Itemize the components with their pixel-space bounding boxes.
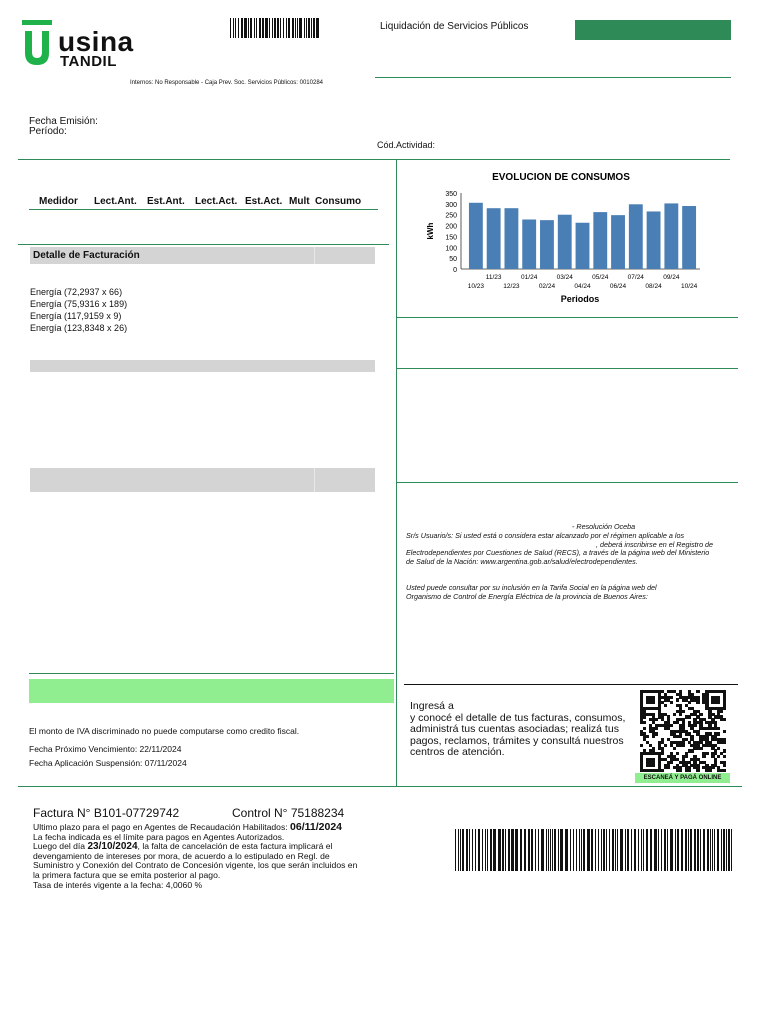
barcode-bar [292, 18, 294, 38]
social-tariff-notice: Usted puede consultar por su inclusión en la Tarifa Social en la página web del Organismo de Control de Energía Eléctrica de la provincia de Buenos Aires: [406, 583, 657, 601]
qr-module [676, 752, 679, 755]
barcode-bar [598, 829, 599, 871]
barcode-bar [304, 18, 305, 38]
qr-module [682, 744, 685, 747]
barcode-bar [714, 829, 715, 871]
barcode-bar [646, 829, 648, 871]
qr-module [693, 724, 696, 727]
qr-module [679, 769, 682, 772]
barcode-bar [615, 829, 616, 871]
barcode-bar [731, 829, 732, 871]
qr-module [690, 749, 693, 752]
chart-bar [522, 219, 536, 269]
barcode-bar [723, 829, 725, 871]
billing-line: Energía (72,2937 x 66) [30, 287, 123, 297]
barcode-bar [313, 18, 315, 38]
control-number: Control N° 75188234 [232, 806, 345, 820]
barcode-bar [710, 829, 711, 871]
qr-module [670, 761, 673, 764]
barcode-bar [612, 829, 614, 871]
payment-qr-icon[interactable] [640, 690, 726, 772]
chart-x-tick-label: 09/24 [663, 274, 680, 281]
chart-x-tick-label: 05/24 [592, 274, 609, 281]
chart-x-tick-label: 12/23 [503, 283, 520, 290]
chart-bar [611, 215, 625, 269]
header-green-box [575, 20, 731, 40]
barcode-bar [259, 18, 261, 38]
barcode-bar [265, 18, 268, 38]
qr-module [711, 766, 714, 769]
barcode-bar [664, 829, 666, 871]
tax-status-line: Internos: No Responsable - Caja Prev. Soc. Servicios Públicos: 0010284 [130, 80, 323, 86]
barcode-bar [570, 829, 571, 871]
qr-module [717, 732, 720, 735]
col-lect-act: Lect.Act. [195, 196, 238, 207]
amount-due-band [29, 679, 394, 703]
barcode-bar [721, 829, 722, 871]
qr-module [696, 769, 699, 772]
barcode-bar [552, 829, 553, 871]
col-consumo: Consumo [315, 196, 362, 207]
qr-module [717, 701, 720, 704]
barcode-bar [306, 18, 307, 38]
chart-xlabel: Periodos [560, 294, 600, 304]
barcode-bar [579, 829, 580, 871]
barcode-bar [654, 829, 657, 871]
qr-module [646, 735, 649, 738]
resolution-note: - Resolución Oceba [572, 522, 636, 531]
barcode-bar [502, 829, 504, 871]
qr-module [723, 749, 726, 752]
barcode-bar [535, 829, 536, 871]
barcode-bar [631, 829, 632, 871]
chart-x-tick-label: 03/24 [556, 274, 573, 281]
barcode-bar [700, 829, 701, 871]
brand-city: TANDIL [60, 53, 117, 70]
barcode-bar [235, 18, 236, 38]
after-date: 23/10/2024 [87, 841, 138, 853]
chart-y-tick-label: 250 [445, 212, 457, 220]
qr-module [673, 747, 676, 750]
iva-disclaimer: El monto de IVA discriminado no puede computarse como credito fiscal. [29, 726, 300, 736]
barcode-bar [460, 829, 461, 871]
qr-module [723, 730, 726, 733]
barcode-bar [583, 829, 585, 871]
barcode-bar [560, 829, 563, 871]
barcode-bar [482, 829, 483, 871]
barcode-bar [244, 18, 247, 38]
cod-actividad-label: Cód.Actividad: [377, 140, 436, 150]
barcode-bar [703, 829, 705, 871]
barcode-bar [508, 829, 510, 871]
barcode-bar [576, 829, 577, 871]
barcode-bar [493, 829, 496, 871]
barcode-bar [455, 829, 456, 871]
qr-module [667, 766, 670, 769]
chart-x-tick-label: 01/24 [521, 274, 538, 281]
qr-module [723, 755, 726, 758]
barcode-bar [661, 829, 662, 871]
barcode-bar [554, 829, 556, 871]
barcode-bar [520, 829, 522, 871]
barcode-bar [277, 18, 279, 38]
chart-bar [558, 215, 572, 269]
qr-module [699, 747, 702, 750]
barcode-bar [511, 829, 514, 871]
subtotal-band [30, 360, 375, 372]
chart-y-tick-label: 300 [445, 201, 457, 209]
chart-y-tick-label: 100 [445, 245, 457, 253]
qr-module [717, 755, 720, 758]
billing-section-title: Detalle de Facturación [33, 250, 140, 261]
invoice-number: Factura N° B101-07729742 [33, 806, 180, 820]
barcode-bar [254, 18, 255, 38]
chart-x-tick-label: 11/23 [485, 274, 502, 281]
barcode-bar [487, 829, 488, 871]
barcode-bar [316, 18, 319, 38]
qr-module [661, 769, 664, 772]
qr-module [723, 769, 726, 772]
qr-module [682, 710, 685, 713]
col-est-act: Est.Act. [245, 196, 283, 207]
barcode-bar [248, 18, 249, 38]
barcode-bar [250, 18, 252, 38]
barcode-bar [667, 829, 668, 871]
chart-y-tick-label: 150 [445, 234, 457, 242]
barcode-bar [548, 829, 549, 871]
barcode-bar [469, 829, 470, 871]
barcode-bar [690, 829, 692, 871]
col-mult: Mult [289, 196, 310, 207]
barcode-bar [634, 829, 636, 871]
barcode-bar [295, 18, 296, 38]
barcode-bar [524, 829, 526, 871]
barcode-bar [565, 829, 568, 871]
qr-module [652, 701, 655, 704]
barcode-bar [717, 829, 719, 871]
top-barcode-icon [230, 18, 322, 38]
barcode-bar [274, 18, 276, 38]
chart-x-tick-label: 02/24 [538, 283, 556, 290]
qr-module [673, 713, 676, 716]
qr-module [643, 727, 646, 730]
billing-lines [30, 286, 127, 334]
qr-module [708, 769, 711, 772]
barcode-bar [288, 18, 290, 38]
fecha-emision-label: Fecha Emisión: [29, 116, 98, 127]
periodo-label: Período: [29, 126, 67, 137]
qr-module [676, 698, 679, 701]
barcode-bar [595, 829, 596, 871]
qr-module [643, 715, 646, 718]
barcode-bar [609, 829, 610, 871]
barcode-bar [299, 18, 302, 38]
barcode-bar [505, 829, 506, 871]
barcode-bar [541, 829, 544, 871]
electrodependent-notice: Sr/s Usuario/s: Si usted está o considera estar alcanzado por el régimen aplicable a los , deberá inscribirse en el Registro de Electrodependientes por Cuestiones de Salud (RECS), a través de la página web del Ministerio de Salud de la Nación: www.argentina.gob.ar/salud/electrodependientes. [406, 531, 714, 566]
barcode-bar [573, 829, 574, 871]
chart-y-tick-label: 0 [453, 267, 457, 274]
barcode-bar [475, 829, 476, 871]
total-band [30, 468, 375, 492]
brand-name: usina [58, 26, 134, 57]
qr-module [643, 721, 646, 724]
qr-module [652, 735, 655, 738]
chart-bar [469, 203, 483, 269]
qr-module [670, 701, 673, 704]
col-est-ant: Est.Ant. [147, 196, 185, 207]
chart-bar [576, 223, 590, 269]
barcode-bar [280, 18, 281, 38]
qr-module [679, 713, 682, 716]
barcode-bar [485, 829, 486, 871]
barcode-bar [458, 829, 459, 871]
qr-module [670, 724, 673, 727]
barcode-bar [262, 18, 264, 38]
barcode-bar [531, 829, 533, 871]
barcode-bar [238, 18, 239, 38]
barcode-bar [272, 18, 273, 38]
chart-ylabel: kWh [426, 222, 435, 240]
chart-y-tick-label: 200 [445, 223, 457, 231]
barcode-bar [587, 829, 590, 871]
barcode-bar [601, 829, 602, 871]
chart-bar [504, 208, 518, 269]
barcode-bar [643, 829, 644, 871]
next-due-date: Fecha Próximo Vencimiento: 22/11/2024 [29, 744, 182, 754]
qr-module [664, 704, 667, 707]
barcode-bar [681, 829, 683, 871]
online-services-promo: Ingresá a y conocé el detalle de tus facturas, consumos, administrá tus cuentas asociadas; realizá tus pagos, reclamos, trámites y consultá nuestros centros de atención. [410, 700, 626, 758]
barcode-bar [297, 18, 298, 38]
suspension-date: Fecha Aplicación Suspensión: 07/11/2024 [29, 758, 187, 768]
barcode-bar [269, 18, 270, 38]
barcode-bar [694, 829, 696, 871]
barcode-bar [462, 829, 464, 871]
barcode-bar [241, 18, 243, 38]
chart-x-tick-label: 04/24 [574, 283, 591, 290]
qr-module [723, 764, 726, 767]
barcode-bar [538, 829, 539, 871]
barcode-bar [641, 829, 642, 871]
usina-logo-icon [22, 20, 52, 68]
barcode-bar [712, 829, 713, 871]
barcode-bar [490, 829, 492, 871]
qr-module [640, 744, 643, 747]
qr-module [652, 764, 655, 767]
payment-barcode-icon [455, 829, 735, 871]
col-lect-ant: Lect.Ant. [94, 196, 137, 207]
qr-module [696, 690, 699, 693]
billing-line: Energía (123,8348 x 26) [30, 323, 128, 333]
qr-module [655, 727, 658, 730]
payment-terms: Ultimo plazo para el pago en Agentes de Recaudación Habilitados: 06/11/2024 La fecha indicada es el límite para pagos en Agentes Autorizados. Luego del día 23/10/2024, la falta de cancelación de esta factura implicará el devengamiento de intereses por mora, de acuerdo a lo estipulado en Regl. de Suministro y Conexión del Contrato de Concesión vigente, los que serán incluidos en la primera factura que se emita posterior al pago. Tasa de interés vigente a la fecha: 4,0060 % [33, 821, 358, 890]
qr-module [702, 755, 705, 758]
chart-title: EVOLUCION DE CONSUMOS [492, 172, 630, 183]
barcode-bar [498, 829, 501, 871]
billing-line: Energía (117,9159 x 9) [30, 311, 122, 321]
qr-module [717, 747, 720, 750]
chart-y-tick-label: 50 [449, 256, 457, 264]
barcode-bar [726, 829, 727, 871]
barcode-bar [620, 829, 623, 871]
barcode-bar [627, 829, 629, 871]
chart-x-tick-label: 07/24 [627, 274, 644, 281]
qr-module [717, 727, 720, 730]
barcode-bar [617, 829, 618, 871]
qr-caption: ESCANEÁ Y PAGÁ ONLINE [635, 773, 730, 783]
document-title: Liquidación de Servicios Públicos [380, 21, 529, 32]
qr-module [723, 741, 726, 744]
barcode-bar [581, 829, 582, 871]
barcode-bar [283, 18, 284, 38]
barcode-bar [606, 829, 607, 871]
chart-y-tick-label: 350 [445, 191, 457, 198]
chart-x-tick-label: 10/23 [467, 283, 485, 290]
barcode-bar [466, 829, 468, 871]
barcode-bar [515, 829, 518, 871]
qr-module [664, 744, 667, 747]
barcode-bar [650, 829, 652, 871]
chart-bar [682, 206, 696, 269]
chart-x-tick-label: 08/24 [645, 283, 662, 290]
barcode-bar [707, 829, 709, 871]
chart-bar [487, 208, 501, 269]
qr-module [696, 701, 699, 704]
barcode-bar [478, 829, 480, 871]
qr-module [720, 710, 723, 713]
barcode-bar [528, 829, 530, 871]
barcode-bar [688, 829, 689, 871]
qr-module [655, 732, 658, 735]
barcode-bar [658, 829, 659, 871]
billing-line: Energía (75,9316 x 189) [30, 299, 128, 309]
barcode-bar [638, 829, 639, 871]
qr-module [661, 752, 664, 755]
qr-module [670, 696, 673, 699]
barcode-bar [550, 829, 551, 871]
barcode-bar [625, 829, 626, 871]
barcode-bar [670, 829, 673, 871]
chart-bar [664, 203, 678, 269]
chart-x-tick-label: 06/24 [609, 283, 627, 290]
qr-module [688, 715, 691, 718]
qr-module [688, 701, 691, 704]
chart-x-tick-label: 10/24 [680, 283, 698, 290]
barcode-bar [677, 829, 679, 871]
barcode-bar [675, 829, 676, 871]
qr-module [655, 718, 658, 721]
barcode-bar [308, 18, 310, 38]
barcode-bar [256, 18, 257, 38]
barcode-bar [472, 829, 473, 871]
qr-module [723, 718, 726, 721]
barcode-bar [546, 829, 547, 871]
chart-bar [540, 220, 554, 269]
qr-module [723, 707, 726, 710]
col-medidor: Medidor [39, 196, 78, 207]
barcode-bar [697, 829, 699, 871]
barcode-bar [233, 18, 234, 38]
qr-module [699, 713, 702, 716]
chart-bar [629, 204, 643, 269]
barcode-bar [311, 18, 312, 38]
barcode-bar [728, 829, 730, 871]
barcode-bar [685, 829, 687, 871]
barcode-bar [286, 18, 287, 38]
barcode-bar [230, 18, 231, 38]
consumption-chart [405, 165, 710, 310]
barcode-bar [603, 829, 605, 871]
chart-bar [647, 211, 661, 269]
qr-module [688, 769, 691, 772]
deadline-date: 06/11/2024 [290, 821, 343, 833]
qr-module [705, 752, 708, 755]
chart-bar [593, 212, 607, 269]
barcode-bar [558, 829, 559, 871]
barcode-bar [591, 829, 593, 871]
qr-module [685, 755, 688, 758]
